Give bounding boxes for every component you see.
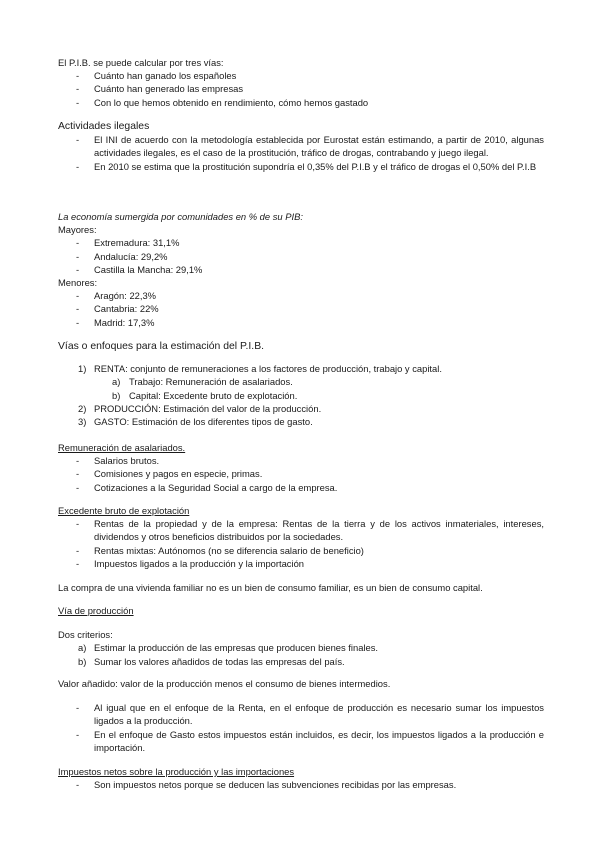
- menores-label: Menores:: [58, 277, 98, 289]
- list-item: - Al igual que en el enfoque de la Renta, en el enfoque de producción es necesario sumar los impuestos ligados a la producción.: [58, 701, 544, 727]
- list-item: - En 2010 se estima que la prostitución supondría el 0,35% del P.I.B y el tráfico de drogas el 0,50% del P.I.B: [58, 160, 544, 173]
- list-item: - Salarios brutos.: [58, 454, 544, 467]
- sumergida-section: [58, 210, 544, 329]
- impuestos-title: Impuestos netos sobre la producción y las importaciones: [58, 766, 295, 777]
- vias-list: [58, 362, 544, 428]
- list-item: - Impuestos ligados a la producción y la importación: [58, 557, 544, 570]
- list-item: - Son impuestos netos porque se deducen las subvenciones recibidas por las empresas.: [58, 778, 544, 791]
- ilegales-title: Actividades ilegales: [58, 121, 150, 132]
- list-item: 1) RENTA: conjunto de remuneraciones a los factores de producción, trabajo y capital.: [78, 363, 442, 375]
- list-item: b) Capital: Excedente bruto de explotación.: [112, 389, 298, 401]
- list-item: a) Estimar la producción de las empresas que producen bienes finales.: [78, 642, 379, 654]
- list-item: - Rentas mixtas: Autónomos (no se diferencia salario de beneficio): [58, 544, 544, 557]
- list-item: 3) GASTO: Estimación de los diferentes tipos de gasto.: [78, 416, 313, 428]
- pib-intro-title: El P.I.B. se puede calcular por tres vías:: [58, 57, 224, 68]
- vias-title: Vías o enfoques para la estimación del P.I.B.: [58, 341, 265, 352]
- excedente-list: [58, 517, 544, 570]
- ilegales-section: [58, 120, 544, 173]
- list-item: - Cantabria: 22%: [58, 302, 544, 315]
- list-item: 2) PRODUCCIÓN: Estimación del valor de la producción.: [78, 402, 322, 414]
- remuneracion-section: [58, 441, 544, 494]
- pib-intro-list: [58, 69, 544, 109]
- remuneracion-list: [58, 454, 544, 494]
- list-item: - Andalucía: 29,2%: [58, 250, 544, 263]
- excedente-title: Excedente bruto de explotación: [58, 505, 190, 516]
- menores-list: [58, 289, 544, 329]
- ilegales-list: [58, 133, 544, 173]
- valor-anadido-list: [58, 701, 544, 754]
- list-item: - Rentas de la propiedad y de la empresa: Rentas de la tierra y de los activos inmateriales, intereses, dividendos y otros beneficios distribuidos por la sociedades.: [58, 517, 544, 543]
- valor-anadido-title: Valor añadido: valor de la producción menos el consumo de bienes intermedios.: [58, 678, 391, 689]
- criterios-label: Dos criterios:: [58, 629, 113, 641]
- list-item: - Con lo que hemos obtenido en rendimiento, cómo hemos gastado: [58, 96, 544, 109]
- list-item: - Castilla la Mancha: 29,1%: [58, 263, 544, 276]
- list-item: - Cuánto han generado las empresas: [58, 82, 544, 95]
- via-produccion-section: [58, 604, 544, 668]
- impuestos-section: [58, 765, 544, 791]
- list-item: - Aragón: 22,3%: [58, 289, 544, 302]
- list-item: - Cotizaciones a la Seguridad Social a cargo de la empresa.: [58, 481, 544, 494]
- vias-section: [58, 340, 544, 428]
- remuneracion-title: Remuneración de asalariados.: [58, 442, 186, 453]
- sumergida-title: La economía sumergida por comunidades en % de su PIB:: [58, 211, 303, 222]
- list-item: - Madrid: 17,3%: [58, 316, 544, 329]
- list-item: - Cuánto han ganado los españoles: [58, 69, 544, 82]
- list-item: - Comisiones y pagos en especie, primas.: [58, 467, 544, 480]
- list-item: - En el enfoque de Gasto estos impuestos están incluidos, es decir, los impuestos ligados a la producción e importación.: [58, 728, 544, 754]
- via-produccion-title: Vía de producción: [58, 605, 134, 616]
- mayores-list: [58, 236, 544, 276]
- list-item: - Extremadura: 31,1%: [58, 236, 544, 249]
- valor-anadido-section: [58, 677, 544, 754]
- excedente-section: [58, 504, 544, 570]
- impuestos-list: [58, 778, 544, 791]
- list-item: a) Trabajo: Remuneración de asalariados.: [112, 376, 293, 388]
- vivienda-section: [58, 581, 544, 594]
- list-item: b) Sumar los valores añadidos de todas las empresas del país.: [78, 655, 345, 667]
- list-item: - El INI de acuerdo con la metodología establecida por Eurostat están estimando, a partir de 2010, algunas actividades ilegales, es el caso de la prostitución, tráfico de drogas, contrabando y juego ilegal.: [58, 133, 544, 159]
- mayores-label: Mayores:: [58, 224, 97, 236]
- criterios-list: [58, 641, 544, 667]
- pib-intro-section: [58, 56, 544, 109]
- vivienda-paragraph: La compra de una vivienda familiar no es un bien de consumo familiar, es un bien de consumo capital.: [58, 582, 483, 593]
